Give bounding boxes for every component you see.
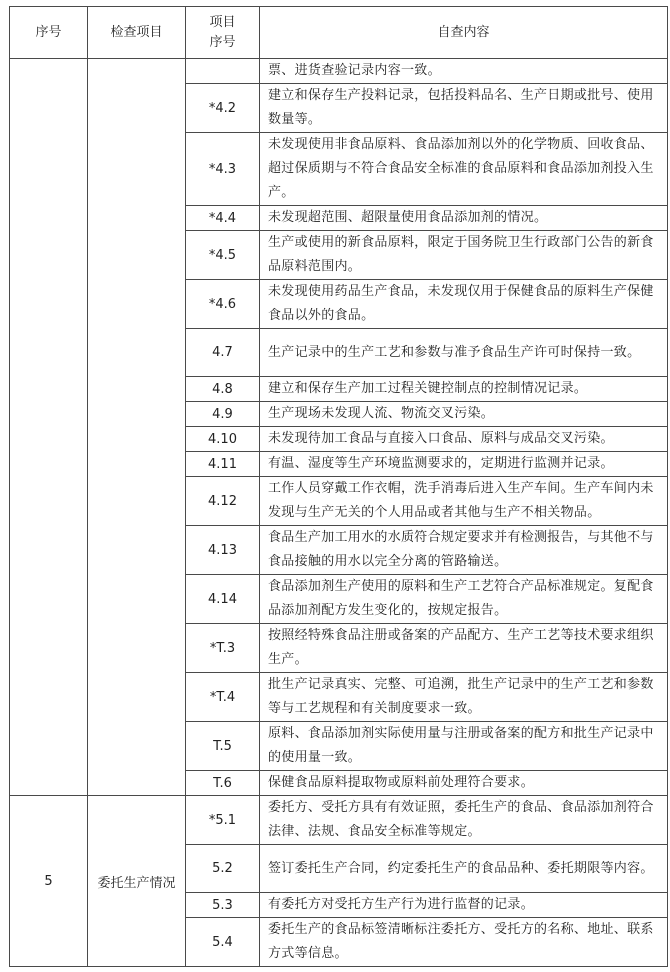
group-5-seq-cell: 5 — [10, 796, 88, 967]
item-code — [186, 59, 260, 84]
item-content: 未发现使用药品生产食品，未发现仅用于保健食品的原料生产保健食品以外的食品。 — [260, 280, 668, 329]
item-code: 4.13 — [186, 526, 260, 575]
item-code: 4.14 — [186, 575, 260, 624]
item-content: 有委托方对受托方生产行为进行监督的记录。 — [260, 893, 668, 918]
item-code: *5.1 — [186, 796, 260, 845]
item-content: 食品生产加工用水的水质符合规定要求并有检测报告，与其他不与食品接触的用水以完全分离的管路输送。 — [260, 526, 668, 575]
item-content: 未发现使用非食品原料、食品添加剂以外的化学物质、回收食品、超过保质期与不符合食品安全标准的食品原料和食品添加剂投入生产。 — [260, 133, 668, 206]
group-5-item-cell: 委托生产情况 — [88, 796, 186, 967]
item-content: 生产或使用的新食品原料，限定于国务院卫生行政部门公告的新食品原料范围内。 — [260, 231, 668, 280]
item-code: 4.10 — [186, 427, 260, 452]
group-4-seq-cell — [10, 59, 88, 796]
item-content: 工作人员穿戴工作衣帽，洗手消毒后进入生产车间。生产车间内未发现与生产无关的个人用品或者其他与生产不相关物品。 — [260, 477, 668, 526]
item-code: 4.11 — [186, 452, 260, 477]
self-inspection-table — [9, 6, 668, 967]
item-code: *4.4 — [186, 206, 260, 231]
item-content: 建立和保存生产投料记录，包括投料品名、生产日期或批号、使用数量等。 — [260, 84, 668, 133]
header-row — [10, 7, 668, 59]
item-code: *T.3 — [186, 624, 260, 673]
item-code: T.6 — [186, 771, 260, 796]
header-seq: 序号 — [10, 7, 88, 59]
item-content: 按照经特殊食品注册或备案的产品配方、生产工艺等技术要求组织生产。 — [260, 624, 668, 673]
item-code: *T.4 — [186, 673, 260, 722]
table-row — [10, 796, 668, 845]
item-content: 生产记录中的生产工艺和参数与准予食品生产许可时保持一致。 — [260, 329, 668, 377]
item-code: *4.2 — [186, 84, 260, 133]
item-content: 委托生产的食品标签清晰标注委托方、受托方的名称、地址、联系方式等信息。 — [260, 918, 668, 967]
header-item-code: 项目 序号 — [186, 7, 260, 59]
item-content: 建立和保存生产加工过程关键控制点的控制情况记录。 — [260, 377, 668, 402]
header-content: 自查内容 — [260, 7, 668, 59]
item-content: 委托方、受托方具有有效证照，委托生产的食品、食品添加剂符合法律、法规、食品安全标准等规定。 — [260, 796, 668, 845]
table-row — [10, 59, 668, 84]
item-content: 未发现超范围、超限量使用食品添加剂的情况。 — [260, 206, 668, 231]
item-content: 食品添加剂生产使用的原料和生产工艺符合产品标准规定。复配食品添加剂配方发生变化的，按规定报告。 — [260, 575, 668, 624]
item-content: 保健食品原料提取物或原料前处理符合要求。 — [260, 771, 668, 796]
item-content: 有温、湿度等生产环境监测要求的，定期进行监测并记录。 — [260, 452, 668, 477]
item-code: 5.2 — [186, 845, 260, 893]
item-code: 4.12 — [186, 477, 260, 526]
item-code: 4.8 — [186, 377, 260, 402]
header-check-item: 检查项目 — [88, 7, 186, 59]
item-code: 5.4 — [186, 918, 260, 967]
item-content: 生产现场未发现人流、物流交叉污染。 — [260, 402, 668, 427]
item-code: *4.5 — [186, 231, 260, 280]
item-code: *4.6 — [186, 280, 260, 329]
item-content: 未发现待加工食品与直接入口食品、原料与成品交叉污染。 — [260, 427, 668, 452]
item-code: 4.9 — [186, 402, 260, 427]
item-code: 5.3 — [186, 893, 260, 918]
item-content: 票、进货查验记录内容一致。 — [260, 59, 668, 84]
item-content: 签订委托生产合同，约定委托生产的食品品种、委托期限等内容。 — [260, 845, 668, 893]
group-4-item-cell — [88, 59, 186, 796]
item-code: 4.7 — [186, 329, 260, 377]
item-code: T.5 — [186, 722, 260, 771]
item-content: 原料、食品添加剂实际使用量与注册或备案的配方和批生产记录中的使用量一致。 — [260, 722, 668, 771]
item-code: *4.3 — [186, 133, 260, 206]
item-content: 批生产记录真实、完整、可追溯，批生产记录中的生产工艺和参数等与工艺规程和有关制度要求一致。 — [260, 673, 668, 722]
